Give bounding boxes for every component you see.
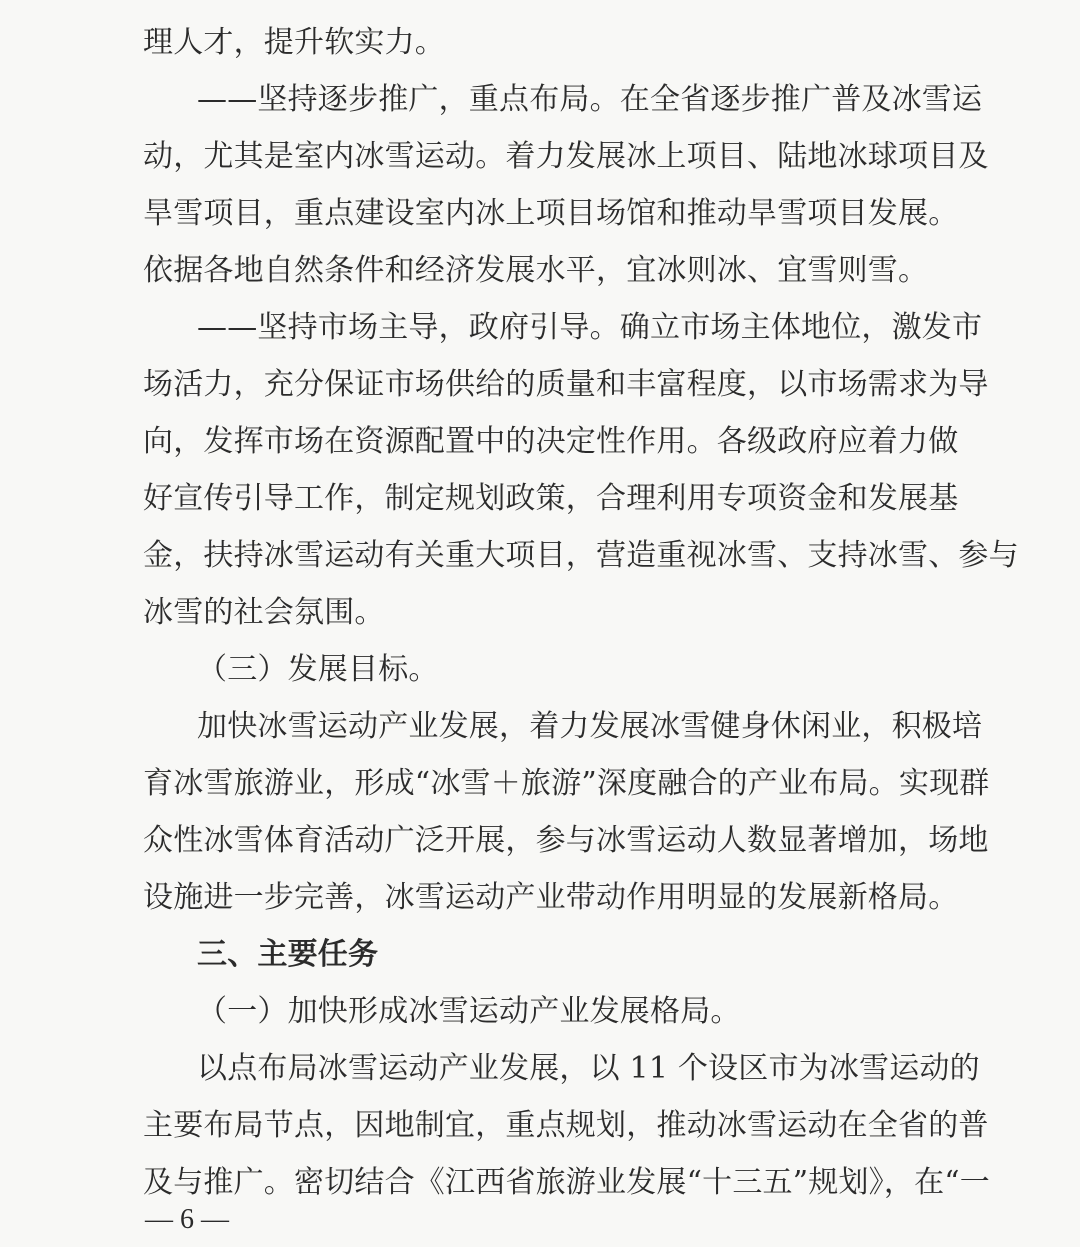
line-text: ——坚持逐步推广，重点布局。在全省逐步推广普及冰雪运 <box>197 82 983 117</box>
page-number: — 6 — <box>145 1204 229 1235</box>
text-line-14 <box>0 755 1080 813</box>
line-text: 依据各地自然条件和经济发展水平，宜冰则冰、宜雪则雪。 <box>143 253 929 288</box>
text-line-15 <box>0 812 1080 870</box>
line-text: 理人才，提升软实力。 <box>143 25 445 60</box>
line-text: 众性冰雪体育活动广泛开展，参与冰雪运动人数显著增加，场地 <box>143 823 989 858</box>
text-line-3 <box>0 128 1080 186</box>
line-text: 好宣传引导工作，制定规划政策，合理利用专项资金和发展基 <box>143 481 959 516</box>
text-line-10 <box>0 527 1080 585</box>
text-line-9 <box>0 470 1080 528</box>
text-line-6 <box>0 299 1080 357</box>
text-line-19 <box>0 1040 1080 1098</box>
text-line-8 <box>0 413 1080 471</box>
line-text: 加快冰雪运动产业发展，着力发展冰雪健身休闲业，积极培 <box>197 709 983 744</box>
text-line-7 <box>0 356 1080 414</box>
line-text: 金，扶持冰雪运动有关重大项目，营造重视冰雪、支持冰雪、参与 <box>143 538 1019 573</box>
line-text: 以点布局冰雪运动产业发展，以 11 个设区市为冰雪运动的 <box>197 1051 980 1086</box>
line-text: 育冰雪旅游业，形成“冰雪＋旅游”深度融合的产业布局。实现群 <box>143 766 990 801</box>
section-subheading <box>0 983 1080 1041</box>
line-text: 场活力，充分保证市场供给的质量和丰富程度，以市场需求为导 <box>143 367 989 402</box>
text-line-13 <box>0 698 1080 756</box>
line-text: 设施进一步完善，冰雪运动产业带动作用明显的发展新格局。 <box>143 880 959 915</box>
line-text: （一）加快形成冰雪运动产业发展格局。 <box>197 994 741 1029</box>
line-text: 动，尤其是室内冰雪运动。着力发展冰上项目、陆地冰球项目及 <box>143 139 989 174</box>
text-line-2 <box>0 71 1080 129</box>
line-text: 主要布局节点，因地制宜，重点规划，推动冰雪运动在全省的普 <box>143 1108 989 1143</box>
text-line-4 <box>0 185 1080 243</box>
section-subheading <box>0 641 1080 699</box>
text-line-20 <box>0 1097 1080 1155</box>
text-line-11 <box>0 584 1080 642</box>
line-text: 三、主要任务 <box>197 937 379 972</box>
line-text: 及与推广。密切结合《江西省旅游业发展“十三五”规划》，在“一 <box>143 1165 991 1200</box>
line-text: （三）发展目标。 <box>197 652 439 687</box>
text-line-1 <box>0 14 1080 72</box>
line-text: 向，发挥市场在资源配置中的决定性作用。各级政府应着力做 <box>143 424 959 459</box>
line-text: 旱雪项目，重点建设室内冰上项目场馆和推动旱雪项目发展。 <box>143 196 959 231</box>
line-text: ——坚持市场主导，政府引导。确立市场主体地位，激发市 <box>197 310 983 345</box>
text-line-16 <box>0 869 1080 927</box>
line-text: 冰雪的社会氛围。 <box>143 595 385 630</box>
text-line-5 <box>0 242 1080 300</box>
section-heading <box>0 926 1080 984</box>
